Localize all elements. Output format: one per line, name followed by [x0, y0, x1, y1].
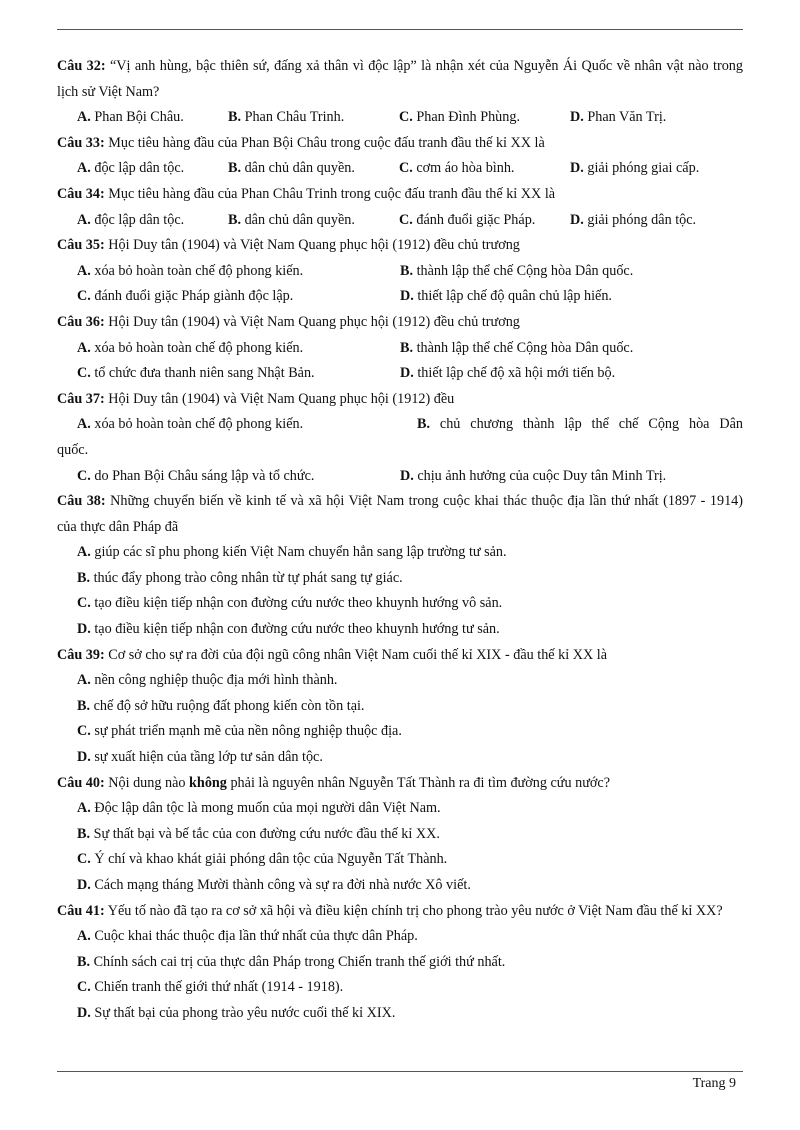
- option-c[interactable]: [77, 361, 400, 387]
- option-letter: B.: [228, 211, 242, 228]
- option-text: xóa bỏ hoàn toàn chế độ phong kiến.: [94, 262, 304, 279]
- question-label: Câu 39:: [57, 646, 105, 663]
- option-b[interactable]: [228, 156, 399, 182]
- option-c[interactable]: [399, 156, 570, 182]
- option-b[interactable]: [400, 336, 743, 362]
- option-text: chủ chương thành lập thể chế Cộng hòa Dân: [439, 416, 743, 433]
- options-37-row2: [57, 464, 743, 490]
- option-letter: B.: [417, 416, 431, 433]
- option-d[interactable]: [400, 361, 743, 387]
- option-letter: A.: [77, 211, 91, 228]
- question-text: Yếu tố nào đã tạo ra cơ sở xã hội và điều kiện chính trị cho phong trào yêu nước ở Việt Nam đầu thế kỉ XX?: [107, 902, 723, 919]
- option-letter: D.: [400, 467, 414, 484]
- question-text: “Vị anh hùng, bậc thiên sứ, đấng xả thân vì độc lập” là nhận xét của Nguyễn Ái Quốc về nhân vật nào trong lịch sử Việt Nam?: [57, 58, 743, 100]
- option-letter: C.: [77, 979, 91, 996]
- option-text: xóa bỏ hoàn toàn chế độ phong kiến.: [94, 339, 304, 356]
- option-letter: B.: [400, 339, 414, 356]
- option-b[interactable]: [57, 566, 743, 592]
- option-a[interactable]: [77, 105, 228, 131]
- question-label: Câu 38:: [57, 493, 106, 510]
- option-a[interactable]: [77, 259, 400, 285]
- option-d[interactable]: [570, 105, 743, 131]
- option-d[interactable]: [57, 873, 743, 899]
- options-32: [57, 105, 743, 131]
- option-text: đánh đuổi giặc Pháp giành độc lập.: [94, 288, 294, 305]
- option-letter: C.: [399, 211, 413, 228]
- question-text: Cơ sở cho sự ra đời của đội ngũ công nhân Việt Nam cuối thế kỉ XIX - đầu thế kỉ XX là: [108, 646, 607, 663]
- options-33: [57, 156, 743, 182]
- option-letter: B.: [77, 569, 91, 586]
- option-text: giải phóng giai cấp.: [587, 160, 700, 177]
- option-b[interactable]: [228, 208, 399, 234]
- option-text: Chính sách cai trị của thực dân Pháp trong Chiến tranh thế giới thứ nhất.: [93, 953, 506, 970]
- option-a[interactable]: [57, 668, 743, 694]
- option-d[interactable]: [570, 156, 743, 182]
- option-text: sự xuất hiện của tầng lớp tư sản dân tộc.: [94, 749, 323, 766]
- option-a[interactable]: [77, 412, 417, 438]
- option-text: tạo điều kiện tiếp nhận con đường cứu nước theo khuynh hướng tư sản.: [94, 621, 500, 638]
- question-text: Hội Duy tân (1904) và Việt Nam Quang phục hội (1912) đều chủ trương: [108, 313, 520, 330]
- option-letter: B.: [228, 160, 242, 177]
- question-label: Câu 40:: [57, 774, 105, 791]
- option-text: do Phan Bội Châu sáng lập và tổ chức.: [94, 467, 315, 484]
- option-text: thiết lập chế độ quân chủ lập hiến.: [417, 288, 612, 305]
- option-c[interactable]: [77, 464, 400, 490]
- option-letter: C.: [399, 109, 413, 126]
- option-text: thành lập thể chế Cộng hòa Dân quốc.: [416, 339, 634, 356]
- option-a[interactable]: [57, 924, 743, 950]
- option-text: Phan Văn Trị.: [587, 109, 667, 126]
- option-c[interactable]: [57, 719, 743, 745]
- option-text: Phan Bội Châu.: [94, 109, 184, 126]
- option-letter: D.: [77, 877, 91, 893]
- option-letter: C.: [399, 160, 413, 177]
- option-a[interactable]: [77, 208, 228, 234]
- option-c[interactable]: [57, 591, 743, 617]
- question-label: Câu 35:: [57, 237, 105, 254]
- option-letter: A.: [77, 800, 91, 817]
- option-letter: C.: [77, 595, 91, 612]
- top-rule: [57, 29, 743, 30]
- option-letter: D.: [570, 211, 584, 228]
- option-d[interactable]: [400, 284, 743, 310]
- option-d[interactable]: [570, 208, 743, 234]
- option-letter: B.: [77, 825, 91, 842]
- option-c[interactable]: [57, 975, 743, 1001]
- option-letter: A.: [77, 416, 91, 433]
- option-text: độc lập dân tộc.: [94, 211, 185, 228]
- question-list: [57, 54, 743, 1027]
- option-letter: C.: [77, 723, 91, 740]
- option-c[interactable]: [57, 847, 743, 873]
- option-d[interactable]: [57, 1001, 743, 1027]
- options-36: [57, 336, 743, 387]
- question-label: Câu 41:: [57, 902, 105, 919]
- option-letter: D.: [570, 109, 584, 126]
- option-c[interactable]: [399, 105, 570, 131]
- question-text: Nội dung nào: [108, 774, 186, 791]
- option-text: chịu ảnh hưởng của cuộc Duy tân Minh Trị.: [417, 467, 667, 484]
- question-text: Mục tiêu hàng đầu của Phan Châu Trinh trong cuộc đấu tranh đầu thế kỉ XX là: [108, 185, 556, 202]
- option-text: giải phóng dân tộc.: [587, 211, 697, 228]
- option-letter: D.: [570, 160, 584, 177]
- option-text: Sự thất bại của phong trào yêu nước cuối thế kỉ XIX.: [94, 1004, 396, 1021]
- question-35: [57, 233, 743, 259]
- option-text: xóa bỏ hoàn toàn chế độ phong kiến.: [94, 416, 304, 433]
- option-b-continuation: quốc.: [57, 441, 89, 458]
- option-c[interactable]: [399, 208, 570, 234]
- question-38: [57, 489, 743, 540]
- option-text: giúp các sĩ phu phong kiến Việt Nam chuyển hẳn sang lập trường tư sản.: [94, 544, 507, 561]
- option-letter: B.: [400, 262, 414, 279]
- question-33: [57, 131, 743, 157]
- option-letter: A.: [77, 928, 91, 945]
- option-text: Cuộc khai thác thuộc địa lần thứ nhất của thực dân Pháp.: [94, 928, 418, 945]
- question-40: [57, 771, 743, 797]
- options-35: [57, 259, 743, 310]
- options-34: [57, 208, 743, 234]
- option-letter: A.: [77, 672, 91, 689]
- option-text: dân chủ dân quyền.: [244, 160, 355, 177]
- options-37-row1: [57, 412, 743, 438]
- question-41: [57, 899, 743, 925]
- option-text: Phan Châu Trinh.: [244, 109, 345, 126]
- option-a[interactable]: [57, 540, 743, 566]
- option-letter: A.: [77, 544, 91, 561]
- option-b[interactable]: [400, 259, 743, 285]
- option-letter: D.: [400, 365, 414, 382]
- option-text: chế độ sở hữu ruộng đất phong kiến còn tồn tại.: [93, 697, 365, 714]
- question-label: Câu 36:: [57, 313, 105, 330]
- option-text: tổ chức đưa thanh niên sang Nhật Bản.: [94, 365, 315, 382]
- option-d[interactable]: [57, 617, 743, 643]
- option-a[interactable]: [77, 156, 228, 182]
- question-39: [57, 643, 743, 669]
- option-letter: D.: [77, 621, 91, 638]
- option-text: tạo điều kiện tiếp nhận con đường cứu nước theo khuynh hướng vô sản.: [94, 595, 503, 612]
- option-d[interactable]: [57, 745, 743, 771]
- option-text: Ý chí và khao khát giải phóng dân tộc của Nguyễn Tất Thành.: [94, 851, 448, 868]
- option-letter: B.: [77, 697, 91, 714]
- option-text: thiết lập chế độ xã hội mới tiến bộ.: [417, 365, 616, 382]
- option-letter: C.: [77, 467, 91, 484]
- question-emphasis: không: [189, 774, 227, 791]
- question-text: Mục tiêu hàng đầu của Phan Bội Châu trong cuộc đấu tranh đầu thế kỉ XX là: [108, 134, 545, 151]
- option-b[interactable]: [417, 412, 743, 438]
- question-32: [57, 54, 743, 105]
- option-letter: A.: [77, 339, 91, 356]
- option-text: dân chủ dân quyền.: [244, 211, 355, 228]
- question-label: Câu 32:: [57, 58, 106, 74]
- option-letter: D.: [400, 288, 414, 305]
- option-letter: C.: [77, 851, 91, 868]
- option-text: Độc lập dân tộc là mong muốn của mọi người dân Việt Nam.: [94, 800, 441, 817]
- option-text: Chiến tranh thế giới thứ nhất (1914 - 1918).: [94, 979, 344, 996]
- option-text: đánh đuổi giặc Pháp.: [416, 211, 536, 228]
- question-37: [57, 387, 743, 413]
- option-a[interactable]: [57, 796, 743, 822]
- question-label: Câu 34:: [57, 185, 105, 202]
- option-text: thành lập thể chế Cộng hòa Dân quốc.: [416, 262, 634, 279]
- option-text: cơm áo hòa bình.: [416, 160, 515, 177]
- question-34: [57, 182, 743, 208]
- question-label: Câu 37:: [57, 390, 105, 407]
- option-text: sự phát triển mạnh mẽ của nền nông nghiệp thuộc địa.: [94, 723, 402, 740]
- option-text: nền công nghiệp thuộc địa mới hình thành.: [94, 672, 338, 689]
- option-letter: A.: [77, 109, 91, 126]
- question-text: phải là nguyên nhân Nguyễn Tất Thành ra đi tìm đường cứu nước?: [230, 774, 610, 791]
- question-36: [57, 310, 743, 336]
- option-text: Cách mạng tháng Mười thành công và sự ra đời nhà nước Xô viết.: [94, 877, 471, 893]
- option-letter: C.: [77, 365, 91, 382]
- bottom-rule: [57, 1071, 743, 1072]
- option-letter: C.: [77, 288, 91, 305]
- option-text: độc lập dân tộc.: [94, 160, 185, 177]
- option-text: Sự thất bại và bế tắc của con đường cứu nước đầu thế kỉ XX.: [93, 825, 440, 842]
- question-label: Câu 33:: [57, 134, 105, 151]
- option-letter: D.: [77, 749, 91, 766]
- question-text: Hội Duy tân (1904) và Việt Nam Quang phục hội (1912) đều: [108, 390, 455, 407]
- option-b[interactable]: [57, 822, 743, 848]
- option-text: thúc đẩy phong trào công nhân từ tự phát sang tự giác.: [93, 569, 403, 586]
- option-text: Phan Đình Phùng.: [416, 109, 520, 126]
- option-b[interactable]: [228, 105, 399, 131]
- option-letter: A.: [77, 262, 91, 279]
- option-letter: B.: [77, 953, 91, 970]
- option-letter: B.: [228, 109, 242, 126]
- option-a[interactable]: [77, 336, 400, 362]
- option-letter: D.: [77, 1004, 91, 1021]
- question-text: Những chuyển biến về kinh tế và xã hội Việt Nam trong cuộc khai thác thuộc địa lần thứ nhất (1897 - 1914) của thực dân Pháp đã: [57, 493, 743, 535]
- option-b[interactable]: [57, 694, 743, 720]
- option-d[interactable]: [400, 464, 743, 490]
- question-text: Hội Duy tân (1904) và Việt Nam Quang phục hội (1912) đều chủ trương: [108, 237, 520, 254]
- option-b[interactable]: [57, 950, 743, 976]
- page-number: Trang 9: [692, 1076, 736, 1091]
- option-c[interactable]: [77, 284, 400, 310]
- option-letter: A.: [77, 160, 91, 177]
